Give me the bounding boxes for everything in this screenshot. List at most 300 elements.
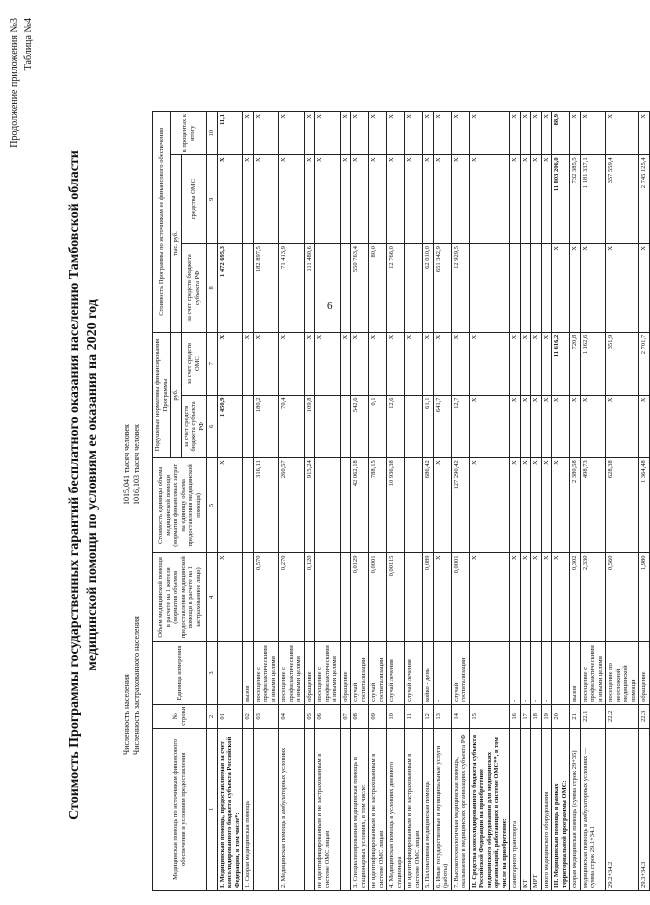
table-cell [243,553,254,642]
page-number: 6 [327,300,333,312]
table-cell: - [510,642,521,705]
table-cell: 1,980 [639,553,650,642]
table-cell: 182 897,5 [253,244,279,333]
table-cell: 2 745 125,4 [639,155,650,244]
table-cell [541,244,552,333]
table-row [243,112,254,891]
colnum: 1 [207,728,218,890]
table-cell: X [520,395,531,458]
table-cell: 1 472 695,3 [217,244,243,333]
table-cell: 180,2 [253,395,279,458]
table-cell: 13 [433,704,451,728]
table-row [351,112,369,891]
table-cell: 4. Медицинская помощь в условиях дневного стационара [387,728,405,890]
table-cell: X [387,155,405,244]
table-row [279,112,305,891]
table-cell [243,244,254,333]
table-cell: X [570,112,581,155]
table-cell: X [520,458,531,553]
table-cell: X [243,155,254,244]
table-cell: 7. Высокотехнологичная медицинская помощь, оказываемая в медицинских организациях субъекта РФ [451,728,469,890]
table-cell: X [217,155,243,244]
table-cell: X [570,244,581,333]
table-cell: X [405,155,423,244]
table-cell: X [520,112,531,155]
table-cell [552,642,570,705]
table-cell: 0,0129 [351,553,369,642]
table-cell: X [369,155,387,244]
table-cell: 01 [217,704,243,728]
table-cell: X [304,112,315,155]
table-cell: 316,11 [253,458,279,553]
table-cell: 12 766,0 [387,244,405,333]
table-cell: X [433,332,451,395]
table-cell: 20 [552,704,570,728]
table-cell: X [606,112,639,155]
table-cell: 80,0 [369,244,387,333]
table-cell: X [510,155,521,244]
table-cell [304,728,315,890]
header-unit: Единица измерения [153,642,207,705]
table-cell: 0,00115 [387,553,405,642]
table-cell: 1 181 337,1 [580,155,606,244]
table-row [580,112,606,891]
header-program-cost: Стоимость Программы по источникам ее финансового обеспечения [153,112,171,333]
table-cell [510,244,521,333]
table-cell: 0,570 [253,553,279,642]
table-cell [340,728,351,890]
table-cell: X [541,112,552,155]
table-cell: вызов [570,642,581,705]
table-cell [340,553,351,642]
table-cell: 71 413,9 [279,244,305,333]
table-cell: X [387,332,405,395]
table-row [217,112,243,891]
table-cell: случай лечения [387,642,405,705]
table-cell: 550 763,4 [351,244,369,333]
table-cell: - [531,642,542,705]
table-cell: 12 [423,704,434,728]
table-cell: 22.2 [606,704,639,728]
table-cell: случай госпитализации [351,642,369,705]
table-cell [243,395,254,458]
table-cell: 2 701,7 [639,332,650,395]
table-cell: 788,15 [369,458,387,553]
table-cell: X [531,332,542,395]
table-cell [340,458,351,553]
table-row [552,112,570,891]
table-cell: X [351,155,369,244]
table-cell: - [520,642,531,705]
table-row [510,112,521,891]
table-cell [217,642,243,705]
table-cell: 0,560 [606,553,639,642]
table-cell: 11 803 206,0 [552,155,570,244]
table-row [639,112,650,891]
table-cell [315,244,341,333]
table-cell: X [541,553,552,642]
table-cell: X [531,155,542,244]
table-row [387,112,405,891]
population-value2: 1016,103 тысяч человек [132,424,141,505]
table-cell [243,458,254,553]
table-cell: 6. Иные государственные и муниципальные услуги (работы) [433,728,451,890]
table-row [304,112,315,891]
table-cell: 70,4 [279,395,305,458]
table-cell [315,458,341,553]
table-cell: 109,8 [304,395,315,458]
header-unit-cost: Стоимость единицы объема медицинской помощи (норматив финансовых затрат на единицу объема предоставления медицинской помощи) [153,458,207,553]
table-cell: не идентифицированным и не застрахованным в системе ОМС лицам [369,728,387,890]
population-labels [122,616,142,755]
table-cell: 11 [405,704,423,728]
table-cell: - [433,642,451,705]
table-row [451,112,469,891]
table-cell: койко - день [423,642,434,705]
colnum: 4 [207,553,218,642]
table-cell: 12,6 [387,395,405,458]
table-cell: X [433,458,451,553]
table-cell: обращение [639,642,650,705]
table-cell: X [552,553,570,642]
table-cell [253,728,279,890]
table-cell: X [433,112,451,155]
colnum: 6 [207,395,218,458]
table-cell: 11 616,2 [552,332,570,395]
table-cell: X [510,332,521,395]
table-cell: X [531,395,542,458]
table-cell: X [639,395,650,458]
appendix-note [8,18,36,148]
header-percent: в процентах к итогу [171,112,207,155]
table-cell: 09 [369,704,387,728]
table-cell: X [580,112,606,155]
table-cell [520,244,531,333]
table-cell: - [541,642,552,705]
table-cell: 0,120 [304,553,315,642]
table-cell: X [531,112,542,155]
header-program-cost-unit: тыс. руб. [171,155,182,332]
table-cell: X [639,244,650,333]
table-cell: 357 559,4 [606,155,639,244]
table-cell: X [552,458,570,553]
table-cell: X [351,112,369,155]
table-cell: 11,1 [217,112,243,155]
table-cell: X [510,112,521,155]
table-cell: иного медицинского оборудования [541,728,552,890]
table-body [217,112,649,891]
table-cell: X [243,332,254,395]
table-cell: 22.1 [580,704,606,728]
table-cell: 5. Паллиативная медицинская помощь [423,728,434,890]
table-cell [405,395,423,458]
table-cell: 3. Специализированная медицинская помощь в стационарных условиях, в том числе: [351,728,369,890]
table-cell: 08 [351,704,369,728]
table-cell: X [279,155,305,244]
table-cell: 18 [531,704,542,728]
table-cell: посещение с профилактическими и иными целями [253,642,279,705]
table-cell: 14 [451,704,469,728]
table-cell: 02 [243,704,254,728]
table-cell: 04 [279,704,305,728]
table-cell: X [217,458,243,553]
table-cell: 61,1 [423,395,434,458]
table-cell: X [520,155,531,244]
table-cell: 542,6 [351,395,369,458]
table-cell: X [243,112,254,155]
table-cell [469,642,510,705]
colnum: 2 [207,704,218,728]
header-per-capita-budget: за счет средств бюджета субъекта РФ [181,395,207,458]
header-per-capita-oms: за счет средств ОМС [181,332,207,395]
table-cell: X [423,332,434,395]
table-cell: 0,0001 [451,553,469,642]
table-row [433,112,451,891]
table-cell: X [405,112,423,155]
table-cell: 720,8 [570,332,581,395]
table-cell: X [580,395,606,458]
table-cell [315,395,341,458]
table-cell [405,244,423,333]
table-row [570,112,581,891]
table-cell [405,553,423,642]
table-cell: III. Медицинская помощь в рамках территориальной программы ОМС: [552,728,570,890]
population-values [122,424,142,505]
table-cell: X [520,332,531,395]
table-cell: X [541,395,552,458]
table-cell: 10 [387,704,405,728]
header-row-number: № строки [153,704,207,728]
table-cell: X [387,112,405,155]
table-cell: X [423,112,434,155]
table-cell [340,395,351,458]
table-cell [531,244,542,333]
table-cell: 0,1 [369,395,387,458]
table-cell: 19 [541,704,552,728]
table-cell: X [340,332,351,395]
appendix-line2: Таблица №4 [23,18,34,71]
table-cell: X [531,553,542,642]
table-cell: КТ [520,728,531,890]
table-cell: X [253,332,279,395]
table-cell: 260,57 [279,458,305,553]
colnum: 9 [207,155,218,244]
table-row [541,112,552,891]
table-cell: 686,42 [423,458,434,553]
table-cell: 628,38 [606,458,639,553]
title-line1: Стоимость Программы государственных гарантий бесплатного оказания населению Тамбовской области [67,150,82,820]
table-cell: X [315,155,341,244]
table-cell: 03 [253,704,279,728]
table-cell: X [510,395,521,458]
table-cell: X [315,112,341,155]
table-cell [340,244,351,333]
table-cell: посещение с профилактическими и иными целями [279,642,305,705]
table-cell: 0,0001 [369,553,387,642]
colnum: 8 [207,244,218,333]
table-row [520,112,531,891]
table-cell: 07 [340,704,351,728]
table-cell: X [606,395,639,458]
table-cell: X [369,332,387,395]
table-cell: 62 010,0 [423,244,434,333]
table-cell: 06 [315,704,341,728]
table-row [423,112,434,891]
table-cell: посещение по неотложной медицинской помощи [606,642,639,705]
column-numbers-row [207,112,218,891]
table-cell: посещение с профилактическими и иными целями [580,642,606,705]
table-cell: 12,7 [451,395,469,458]
table-cell: 05 [304,704,315,728]
table-cell: X [510,553,521,642]
table-cell: 732 385,5 [570,155,581,244]
table-cell: X [433,155,451,244]
table-cell: X [510,458,521,553]
table-cell: скорая медицинская помощь (сумма строк 29+35) [570,728,581,890]
table-cell [405,458,423,553]
table-cell: X [433,553,451,642]
table-cell: медицинская помощь в амбулаторных условиях — сумма строк 29.1+34.1 [580,728,606,890]
table-row [253,112,279,891]
colnum: 7 [207,332,218,395]
header-per-capita-unit: руб. [171,332,182,458]
table-cell: 22.3 [639,704,650,728]
table-cell: не идентифицированным и не застрахованным в системе ОМС лицам [315,728,341,890]
table-cell: МРТ [531,728,542,890]
population-label2: Численность застрахованного населения [132,616,141,755]
table-cell: 29.3+34.3 [639,728,650,890]
table-cell: 111 480,6 [304,244,315,333]
table-row [469,112,510,891]
appendix-line1: Продолжение приложения №3 [9,18,20,148]
program-cost-table [152,111,650,891]
table-cell: X [541,458,552,553]
table-cell: X [217,553,243,642]
table-cell: X [520,553,531,642]
population-label1: Численность населения [122,674,131,755]
table-cell: 0,302 [570,553,581,642]
table-cell: 1 162,6 [580,332,606,395]
table-cell: 1 364,48 [639,458,650,553]
table-cell: I. Медицинская помощь, предоставляемая за счет консолидированного бюджета субъекта Российской Федерации, в том числе*: [217,728,243,890]
colnum: 3 [207,642,218,705]
table-cell: X [279,332,305,395]
table-cell: вызов [243,642,254,705]
table-cell: 127 290,42 [451,458,469,553]
table-cell: X [469,458,510,553]
table-cell: X [279,112,305,155]
table-cell: не идентифицированным и не застрахованным в системе ОМС лицам [405,728,423,890]
table-cell: посещение с профилактическими и иными целями [315,642,341,705]
table-cell: X [369,112,387,155]
table-cell: 915,24 [304,458,315,553]
table-cell: X [315,332,341,395]
table-cell: II. Средства консолидированного бюджета субъекта Российской Федерации на приобретение медицинского оборудования для медицинских организаций, работающих в системе ОМС**, в том числе на приобретение: [469,728,510,890]
table-cell: X [253,112,279,155]
table-cell: санитарного транспорта [510,728,521,890]
table-cell: случай госпитализации [369,642,387,705]
table-cell: 351,9 [606,332,639,395]
table-cell: 0,270 [279,553,305,642]
table-cell: обращение [340,642,351,705]
table-cell: X [606,244,639,333]
table-cell: 12 929,5 [451,244,469,333]
table-cell: 10 936,38 [387,458,405,553]
table-cell: X [340,112,351,155]
table-cell: X [552,395,570,458]
table-cell: 1. Скорая медицинская помощь [243,728,254,890]
table-cell: 29.2+34.2 [606,728,639,890]
table-cell: X [531,458,542,553]
table-cell: 1 450,9 [217,395,243,458]
table-cell: X [570,395,581,458]
table-cell: X [217,332,243,395]
table-cell: X [552,244,570,333]
table-row [606,112,639,891]
table-cell: 2 380,58 [570,458,581,553]
table-cell: случай лечения [405,642,423,705]
header-per-capita: Подушевые нормативы финансирования Программы [153,332,171,458]
table-cell: 42 062,18 [351,458,369,553]
table-cell: X [639,112,650,155]
table-cell: X [469,332,510,395]
title-line2: медицинской помощи по условиям ее оказания на 2020 год [85,299,100,671]
table-cell: случай госпитализации [451,642,469,705]
population-value1: 1015,041 тысяч человек [122,424,131,505]
table-cell: 651 342,9 [433,244,451,333]
table-cell: 2. Медицинская помощь в амбулаторных условиях [279,728,305,890]
table-cell: X [580,244,606,333]
table-cell: 17 [520,704,531,728]
table-cell: X [304,155,315,244]
table-cell: X [451,155,469,244]
header-cost-oms: средства ОМС [181,155,207,244]
table-cell: X [469,395,510,458]
table-cell: обращение [304,642,315,705]
table-row [340,112,351,891]
table-cell: X [451,332,469,395]
table-row [405,112,423,891]
table-cell: X [541,155,552,244]
document-title [66,105,102,865]
table-cell: 21 [570,704,581,728]
colnum: 5 [207,458,218,553]
table-cell: 16 [510,704,521,728]
header-volume: Объем медицинской помощи в расчете на 1 жителя (норматив объемов предоставления медицинской помощи в расчете на 1 застрахованное лицо) [153,553,207,642]
table-cell: X [469,553,510,642]
header-cost-budget: за счет средств бюджета субъекта РФ [181,244,207,333]
table-cell: X [469,112,510,155]
table-cell: X [541,332,552,395]
table-cell [469,244,510,333]
table-row [531,112,542,891]
table-cell: X [304,332,315,395]
table-cell: X [451,112,469,155]
table-cell: X [340,155,351,244]
header-care-type: Медицинская помощь по источникам финансового обеспечения и условиям предоставления [153,728,207,890]
table-cell: 0,089 [423,553,434,642]
table-cell [315,553,341,642]
table-cell: 2,330 [580,553,606,642]
table-cell: X [253,155,279,244]
table-cell: X [405,332,423,395]
table-cell: X [469,155,510,244]
table-row [369,112,387,891]
table-cell: 88,9 [552,112,570,155]
table-cell: X [423,155,434,244]
table-cell: 498,73 [580,458,606,553]
table-cell: 15 [469,704,510,728]
